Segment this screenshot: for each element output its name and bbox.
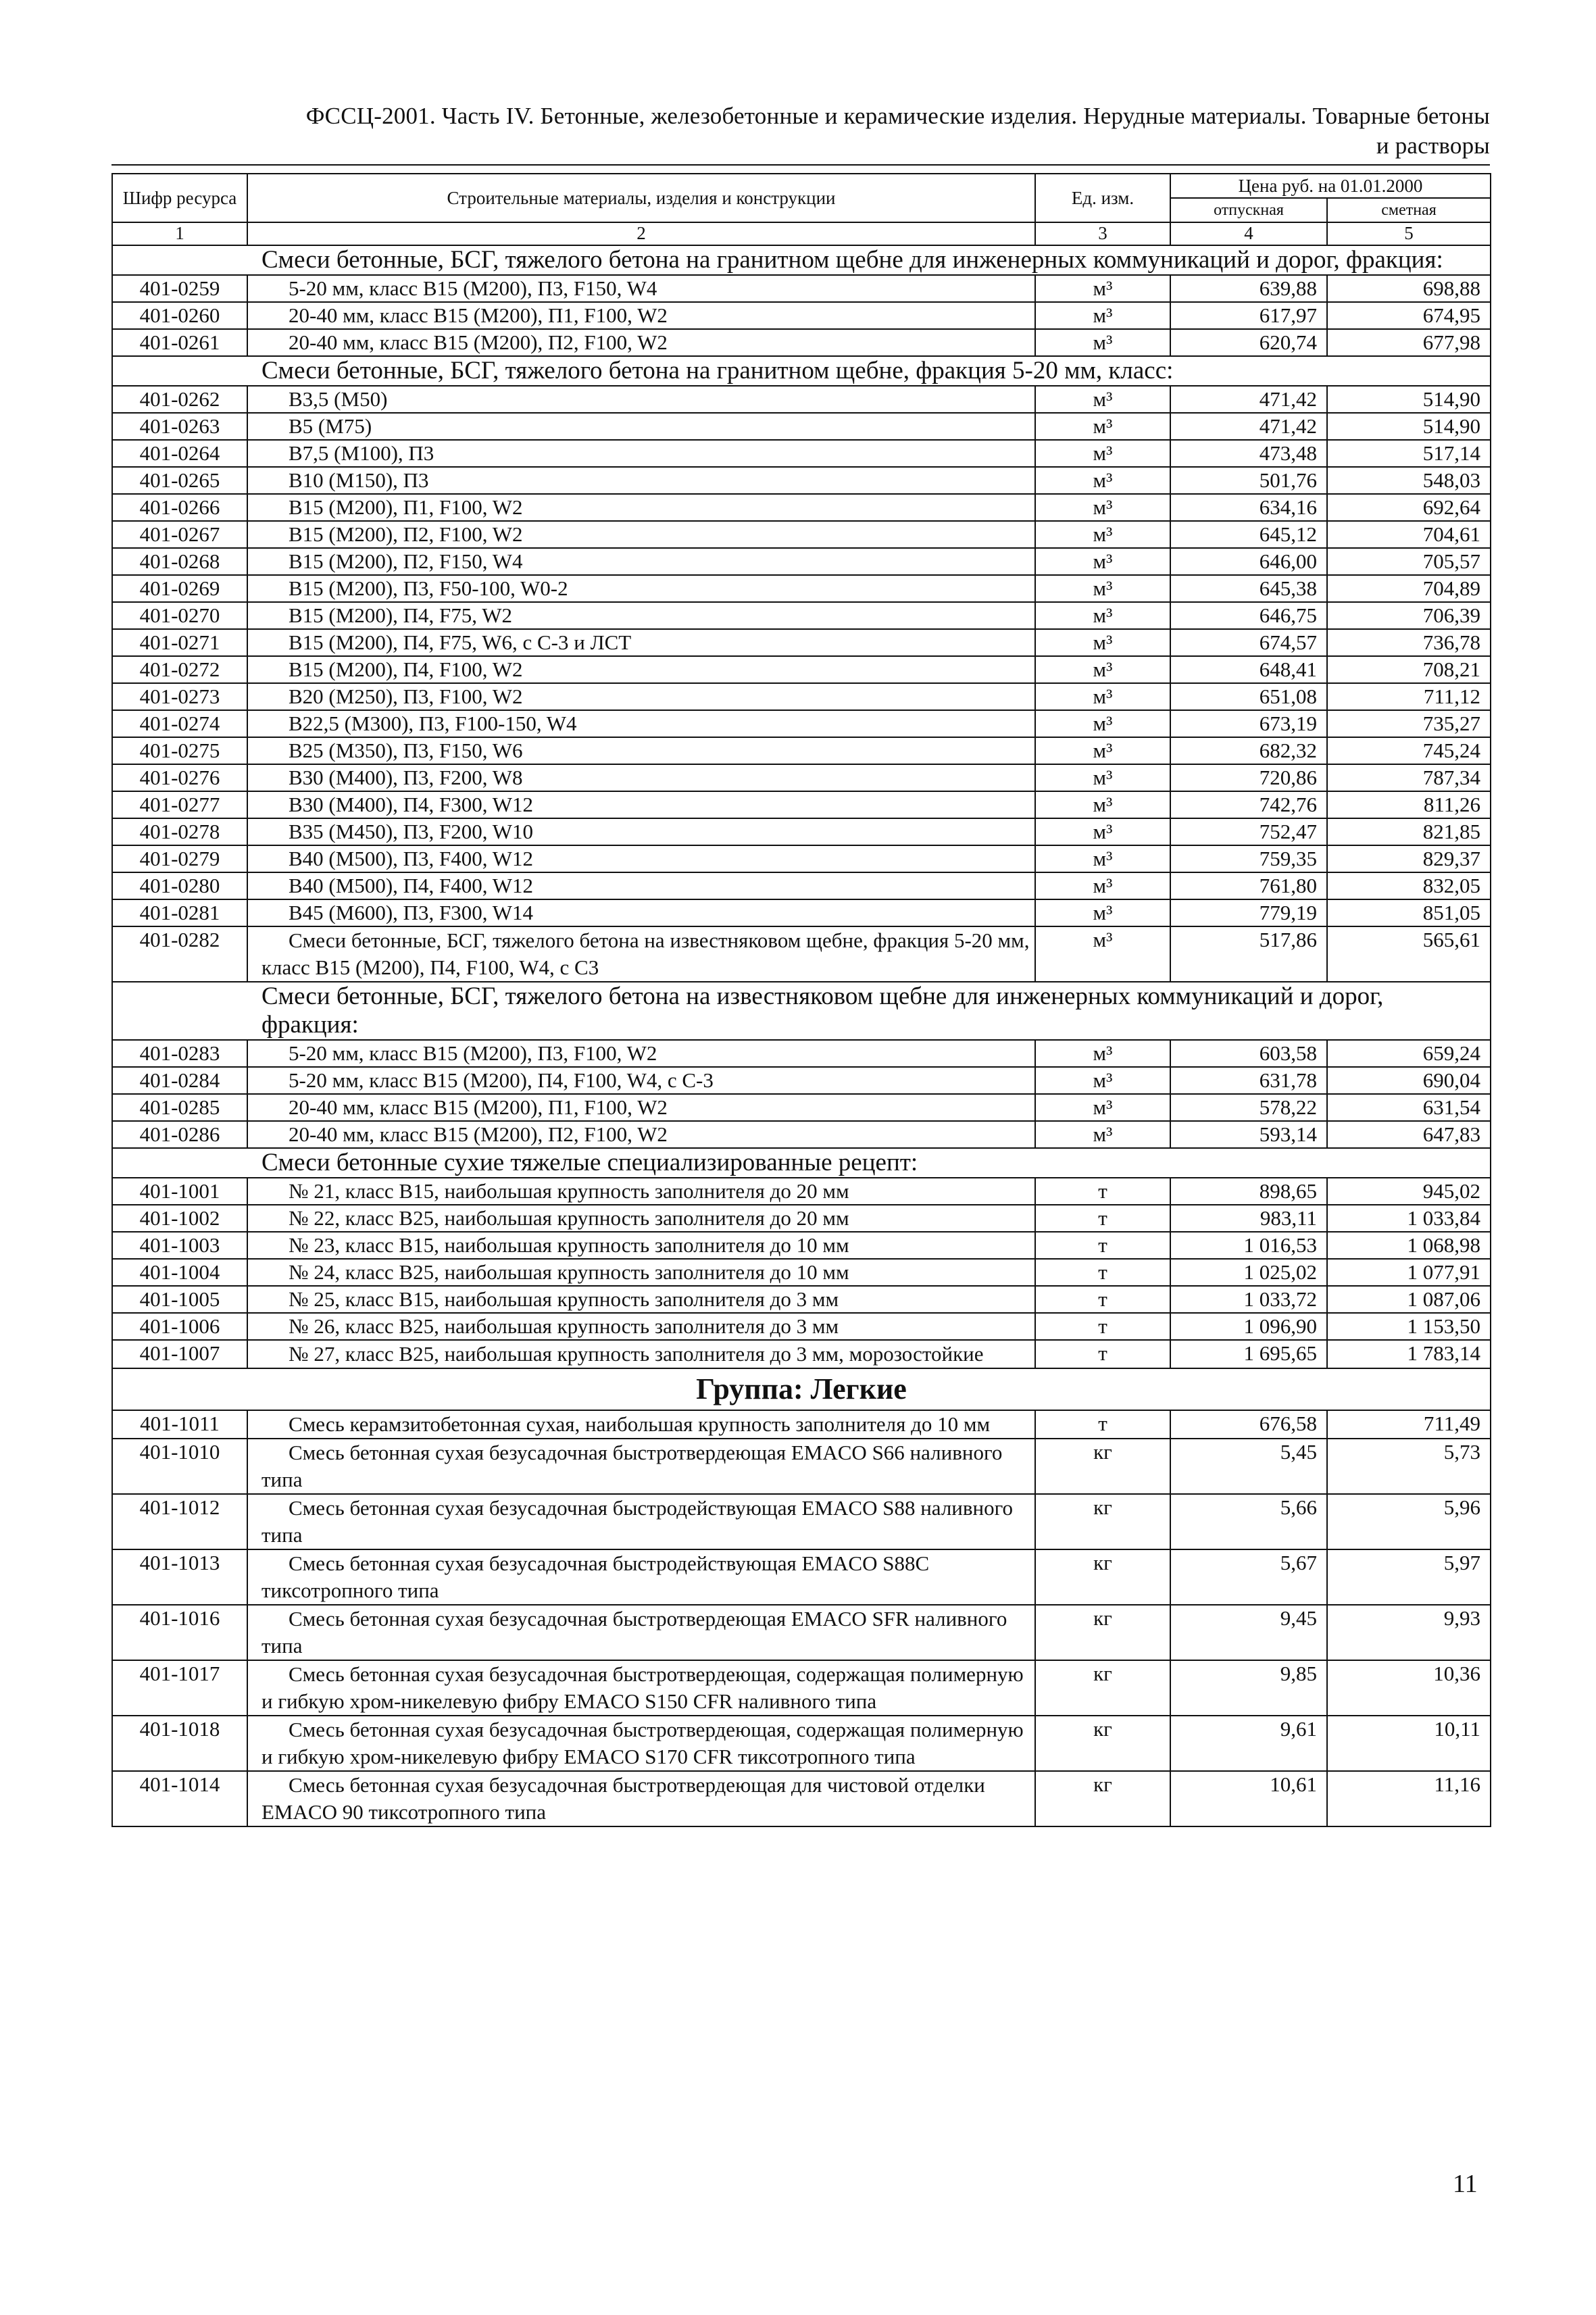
resource-code: 401-0274 [112, 710, 247, 737]
table-row [112, 629, 1491, 656]
table-row [112, 764, 1491, 791]
table-row [112, 1660, 1491, 1716]
release-price: 471,42 [1170, 386, 1327, 413]
table-row [112, 1259, 1491, 1286]
material-name: Смесь керамзитобетонная сухая, наибольшая крупность заполнителя до 10 мм [247, 1410, 1035, 1439]
release-price: 617,97 [1170, 302, 1327, 329]
unit-cell: м³ [1035, 440, 1170, 467]
col-number: 5 [1327, 222, 1491, 245]
page-header [111, 101, 1490, 161]
col-number: 2 [247, 222, 1035, 245]
unit-cell: м³ [1035, 386, 1170, 413]
material-name: В40 (М500), П4, F400, W12 [247, 872, 1035, 899]
release-price: 651,08 [1170, 683, 1327, 710]
resource-code: 401-1014 [112, 1771, 247, 1826]
section-heading: Смеси бетонные сухие тяжелые специализированные рецепт: [112, 1148, 1491, 1178]
estimate-price: 711,49 [1327, 1410, 1491, 1439]
release-price: 634,16 [1170, 494, 1327, 521]
estimate-price: 514,90 [1327, 386, 1491, 413]
section-heading-row [112, 356, 1491, 386]
release-price: 1 695,65 [1170, 1340, 1327, 1368]
estimate-price: 5,97 [1327, 1549, 1491, 1605]
estimate-price: 735,27 [1327, 710, 1491, 737]
section-heading-row [112, 982, 1491, 1040]
resource-code: 401-0262 [112, 386, 247, 413]
table-row [112, 275, 1491, 302]
table-row [112, 791, 1491, 818]
table-row [112, 329, 1491, 356]
unit-cell: м³ [1035, 926, 1170, 982]
resource-code: 401-1005 [112, 1286, 247, 1313]
estimate-price: 698,88 [1327, 275, 1491, 302]
table-row [112, 656, 1491, 683]
unit-cell: кг [1035, 1660, 1170, 1716]
resource-code: 401-0270 [112, 602, 247, 629]
unit-cell: м³ [1035, 764, 1170, 791]
material-name: В10 (М150), П3 [247, 467, 1035, 494]
material-name: В15 (М200), П1, F100, W2 [247, 494, 1035, 521]
table-row [112, 575, 1491, 602]
release-price: 752,47 [1170, 818, 1327, 845]
resource-code: 401-1006 [112, 1313, 247, 1340]
estimate-price: 1 087,06 [1327, 1286, 1491, 1313]
estimate-price: 829,37 [1327, 845, 1491, 872]
estimate-price: 851,05 [1327, 899, 1491, 926]
estimate-price: 647,83 [1327, 1121, 1491, 1148]
col-number: 1 [112, 222, 247, 245]
resource-code: 401-1017 [112, 1660, 247, 1716]
material-name: № 27, класс В25, наибольшая крупность заполнителя до 3 мм, морозостойкие [247, 1340, 1035, 1368]
estimate-price: 548,03 [1327, 467, 1491, 494]
table-row [112, 386, 1491, 413]
release-price: 639,88 [1170, 275, 1327, 302]
unit-cell: т [1035, 1232, 1170, 1259]
release-price: 10,61 [1170, 1771, 1327, 1826]
estimate-price: 10,11 [1327, 1716, 1491, 1771]
estimate-price: 745,24 [1327, 737, 1491, 764]
material-name: В5 (М75) [247, 413, 1035, 440]
table-row [112, 1313, 1491, 1340]
estimate-price: 704,89 [1327, 575, 1491, 602]
unit-cell: м³ [1035, 1121, 1170, 1148]
estimate-price: 11,16 [1327, 1771, 1491, 1826]
material-name: В15 (М200), П3, F50-100, W0-2 [247, 575, 1035, 602]
material-name: В40 (М500), П3, F400, W12 [247, 845, 1035, 872]
unit-cell: м³ [1035, 413, 1170, 440]
table-row [112, 1094, 1491, 1121]
material-name: В15 (М200), П2, F100, W2 [247, 521, 1035, 548]
release-price: 9,85 [1170, 1660, 1327, 1716]
resource-code: 401-1010 [112, 1439, 247, 1494]
unit-cell: м³ [1035, 1040, 1170, 1067]
release-price: 898,65 [1170, 1178, 1327, 1205]
release-price: 682,32 [1170, 737, 1327, 764]
material-name: 20-40 мм, класс В15 (М200), П1, F100, W2 [247, 302, 1035, 329]
unit-cell: м³ [1035, 494, 1170, 521]
material-name: 5-20 мм, класс В15 (М200), П4, F100, W4, с С-3 [247, 1067, 1035, 1094]
release-price: 761,80 [1170, 872, 1327, 899]
material-name: В15 (М200), П2, F150, W4 [247, 548, 1035, 575]
group-heading: Группа: Легкие [112, 1368, 1491, 1410]
table-row [112, 494, 1491, 521]
release-price: 1 033,72 [1170, 1286, 1327, 1313]
material-name: № 24, класс В25, наибольшая крупность заполнителя до 10 мм [247, 1259, 1035, 1286]
release-price: 9,61 [1170, 1716, 1327, 1771]
page-number: 11 [1453, 2170, 1478, 2198]
release-price: 1 016,53 [1170, 1232, 1327, 1259]
resource-code: 401-1007 [112, 1340, 247, 1368]
unit-cell: м³ [1035, 521, 1170, 548]
unit-cell: м³ [1035, 275, 1170, 302]
col-header-estimate: сметная [1327, 198, 1491, 222]
material-name: № 23, класс В15, наибольшая крупность заполнителя до 10 мм [247, 1232, 1035, 1259]
resource-code: 401-0281 [112, 899, 247, 926]
material-name: Смесь бетонная сухая безусадочная быстротвердеющая EMACO SFR наливного типа [247, 1605, 1035, 1660]
release-price: 471,42 [1170, 413, 1327, 440]
section-heading-row [112, 245, 1491, 275]
release-price: 674,57 [1170, 629, 1327, 656]
material-name: 20-40 мм, класс В15 (М200), П2, F100, W2 [247, 329, 1035, 356]
unit-cell: м³ [1035, 791, 1170, 818]
estimate-price: 690,04 [1327, 1067, 1491, 1094]
unit-cell: кг [1035, 1494, 1170, 1549]
estimate-price: 1 077,91 [1327, 1259, 1491, 1286]
release-price: 5,67 [1170, 1549, 1327, 1605]
release-price: 1 096,90 [1170, 1313, 1327, 1340]
resource-code: 401-0277 [112, 791, 247, 818]
resource-code: 401-0284 [112, 1067, 247, 1094]
material-name: 20-40 мм, класс В15 (М200), П2, F100, W2 [247, 1121, 1035, 1148]
estimate-price: 565,61 [1327, 926, 1491, 982]
resource-code: 401-0272 [112, 656, 247, 683]
estimate-price: 5,96 [1327, 1494, 1491, 1549]
material-name: Смесь бетонная сухая безусадочная быстротвердеющая, содержащая полимерную и гибкую хром-никелевую фибру EMACO S150 CFR наливного типа [247, 1660, 1035, 1716]
release-price: 645,12 [1170, 521, 1327, 548]
table-row [112, 602, 1491, 629]
resource-code: 401-0261 [112, 329, 247, 356]
release-price: 9,45 [1170, 1605, 1327, 1660]
material-name: 5-20 мм, класс В15 (М200), П3, F100, W2 [247, 1040, 1035, 1067]
table-row [112, 521, 1491, 548]
estimate-price: 10,36 [1327, 1660, 1491, 1716]
material-name: № 22, класс В25, наибольшая крупность заполнителя до 20 мм [247, 1205, 1035, 1232]
material-name: № 25, класс В15, наибольшая крупность заполнителя до 3 мм [247, 1286, 1035, 1313]
material-name: Смесь бетонная сухая безусадочная быстротвердеющая EMACO S66 наливного типа [247, 1439, 1035, 1494]
estimate-price: 631,54 [1327, 1094, 1491, 1121]
release-price: 631,78 [1170, 1067, 1327, 1094]
estimate-price: 5,73 [1327, 1439, 1491, 1494]
unit-cell: м³ [1035, 899, 1170, 926]
table-row [112, 548, 1491, 575]
table-row [112, 737, 1491, 764]
resource-code: 401-1002 [112, 1205, 247, 1232]
estimate-price: 811,26 [1327, 791, 1491, 818]
release-price: 603,58 [1170, 1040, 1327, 1067]
material-name: В35 (М450), П3, F200, W10 [247, 818, 1035, 845]
resource-code: 401-0263 [112, 413, 247, 440]
material-name: В15 (М200), П4, F75, W6, с С-3 и ЛСТ [247, 629, 1035, 656]
release-price: 1 025,02 [1170, 1259, 1327, 1286]
unit-cell: кг [1035, 1549, 1170, 1605]
table-row [112, 710, 1491, 737]
table-row [112, 683, 1491, 710]
estimate-price: 1 783,14 [1327, 1340, 1491, 1368]
table-row [112, 440, 1491, 467]
table-row [112, 413, 1491, 440]
col-header-unit: Ед. изм. [1035, 174, 1170, 222]
release-price: 676,58 [1170, 1410, 1327, 1439]
resource-code: 401-1011 [112, 1410, 247, 1439]
table-row [112, 1286, 1491, 1313]
table-row [112, 845, 1491, 872]
release-price: 578,22 [1170, 1094, 1327, 1121]
estimate-price: 1 153,50 [1327, 1313, 1491, 1340]
table-row [112, 1178, 1491, 1205]
col-number: 3 [1035, 222, 1170, 245]
unit-cell: т [1035, 1259, 1170, 1286]
resource-code: 401-0280 [112, 872, 247, 899]
resource-code: 401-1003 [112, 1232, 247, 1259]
unit-cell: м³ [1035, 629, 1170, 656]
table-row [112, 1067, 1491, 1094]
resource-code: 401-1016 [112, 1605, 247, 1660]
col-header-name: Строительные материалы, изделия и конструкции [247, 174, 1035, 222]
material-name: В45 (М600), П3, F300, W14 [247, 899, 1035, 926]
material-name: Смесь бетонная сухая безусадочная быстротвердеющая для чистовой отделки EMACO 90 тиксотропного типа [247, 1771, 1035, 1826]
resource-code: 401-0269 [112, 575, 247, 602]
resource-code: 401-0282 [112, 926, 247, 982]
release-price: 983,11 [1170, 1205, 1327, 1232]
section-heading: Смеси бетонные, БСГ, тяжелого бетона на гранитном щебне для инженерных коммуникаций и дорог, фракция: [112, 245, 1491, 275]
resource-code: 401-0278 [112, 818, 247, 845]
material-name: В15 (М200), П4, F75, W2 [247, 602, 1035, 629]
material-name: В7,5 (М100), П3 [247, 440, 1035, 467]
material-name: В30 (М400), П4, F300, W12 [247, 791, 1035, 818]
release-price: 517,86 [1170, 926, 1327, 982]
table-row [112, 1232, 1491, 1259]
estimate-price: 659,24 [1327, 1040, 1491, 1067]
header-title-line2: и растворы [1376, 132, 1490, 159]
unit-cell: м³ [1035, 1094, 1170, 1121]
section-heading: Смеси бетонные, БСГ, тяжелого бетона на гранитном щебне, фракция 5-20 мм, класс: [112, 356, 1491, 386]
release-price: 5,66 [1170, 1494, 1327, 1549]
resource-code: 401-1018 [112, 1716, 247, 1771]
release-price: 742,76 [1170, 791, 1327, 818]
release-price: 759,35 [1170, 845, 1327, 872]
estimate-price: 1 033,84 [1327, 1205, 1491, 1232]
resource-code: 401-0275 [112, 737, 247, 764]
unit-cell: кг [1035, 1605, 1170, 1660]
unit-cell: м³ [1035, 329, 1170, 356]
table-body [112, 245, 1491, 1826]
table-row [112, 872, 1491, 899]
release-price: 673,19 [1170, 710, 1327, 737]
estimate-price: 704,61 [1327, 521, 1491, 548]
unit-cell: м³ [1035, 467, 1170, 494]
release-price: 501,76 [1170, 467, 1327, 494]
estimate-price: 706,39 [1327, 602, 1491, 629]
table-row [112, 1340, 1491, 1368]
col-header-release: отпускная [1170, 198, 1327, 222]
unit-cell: м³ [1035, 575, 1170, 602]
unit-cell: кг [1035, 1439, 1170, 1494]
material-name: В30 (М400), П3, F200, W8 [247, 764, 1035, 791]
resource-code: 401-0285 [112, 1094, 247, 1121]
table-row [112, 899, 1491, 926]
table-row [112, 1549, 1491, 1605]
header-title-line1: ФССЦ-2001. Часть IV. Бетонные, железобетонные и керамические изделия. Нерудные материалы. Товарные бетоны [305, 103, 1490, 129]
release-price: 779,19 [1170, 899, 1327, 926]
resource-code: 401-0267 [112, 521, 247, 548]
unit-cell: т [1035, 1340, 1170, 1368]
material-name: В25 (М350), П3, F150, W6 [247, 737, 1035, 764]
column-number-row [112, 222, 1491, 245]
price-table [111, 173, 1491, 1827]
table-row [112, 1439, 1491, 1494]
unit-cell: м³ [1035, 548, 1170, 575]
release-price: 720,86 [1170, 764, 1327, 791]
release-price: 648,41 [1170, 656, 1327, 683]
estimate-price: 736,78 [1327, 629, 1491, 656]
unit-cell: м³ [1035, 1067, 1170, 1094]
estimate-price: 9,93 [1327, 1605, 1491, 1660]
material-name: № 21, класс В15, наибольшая крупность заполнителя до 20 мм [247, 1178, 1035, 1205]
resource-code: 401-0283 [112, 1040, 247, 1067]
unit-cell: м³ [1035, 872, 1170, 899]
unit-cell: м³ [1035, 656, 1170, 683]
unit-cell: м³ [1035, 737, 1170, 764]
estimate-price: 711,12 [1327, 683, 1491, 710]
material-name: Смесь бетонная сухая безусадочная быстротвердеющая, содержащая полимерную и гибкую хром-никелевую фибру EMACO S170 CFR тиксотропного типа [247, 1716, 1035, 1771]
resource-code: 401-1012 [112, 1494, 247, 1549]
unit-cell: т [1035, 1178, 1170, 1205]
estimate-price: 821,85 [1327, 818, 1491, 845]
unit-cell: м³ [1035, 602, 1170, 629]
table-row [112, 302, 1491, 329]
resource-code: 401-0276 [112, 764, 247, 791]
table-row [112, 1771, 1491, 1826]
unit-cell: кг [1035, 1771, 1170, 1826]
resource-code: 401-0286 [112, 1121, 247, 1148]
resource-code: 401-0271 [112, 629, 247, 656]
release-price: 593,14 [1170, 1121, 1327, 1148]
release-price: 646,00 [1170, 548, 1327, 575]
material-name: Смесь бетонная сухая безусадочная быстродействующая EMACO S88 наливного типа [247, 1494, 1035, 1549]
table-row [112, 1716, 1491, 1771]
resource-code: 401-0273 [112, 683, 247, 710]
estimate-price: 514,90 [1327, 413, 1491, 440]
estimate-price: 787,34 [1327, 764, 1491, 791]
col-header-code: Шифр ресурса [112, 174, 247, 222]
resource-code: 401-1013 [112, 1549, 247, 1605]
resource-code: 401-1004 [112, 1259, 247, 1286]
unit-cell: м³ [1035, 845, 1170, 872]
release-price: 5,45 [1170, 1439, 1327, 1494]
material-name: Смесь бетонная сухая безусадочная быстродействующая EMACO S88C тиксотропного типа [247, 1549, 1035, 1605]
unit-cell: т [1035, 1205, 1170, 1232]
table-row [112, 1494, 1491, 1549]
unit-cell: м³ [1035, 710, 1170, 737]
estimate-price: 708,21 [1327, 656, 1491, 683]
table-row [112, 818, 1491, 845]
unit-cell: м³ [1035, 818, 1170, 845]
material-name: В15 (М200), П4, F100, W2 [247, 656, 1035, 683]
estimate-price: 832,05 [1327, 872, 1491, 899]
resource-code: 401-0264 [112, 440, 247, 467]
material-name: В3,5 (М50) [247, 386, 1035, 413]
material-name: Смеси бетонные, БСГ, тяжелого бетона на известняковом щебне, фракция 5-20 мм, класс В15 (М200), П4, F100, W4, с С3 [247, 926, 1035, 982]
table-row [112, 1605, 1491, 1660]
table-header [112, 174, 1491, 245]
header-rule [111, 164, 1490, 166]
unit-cell: т [1035, 1286, 1170, 1313]
resource-code: 401-0259 [112, 275, 247, 302]
estimate-price: 677,98 [1327, 329, 1491, 356]
unit-cell: т [1035, 1410, 1170, 1439]
estimate-price: 674,95 [1327, 302, 1491, 329]
table-row [112, 1410, 1491, 1439]
unit-cell: м³ [1035, 683, 1170, 710]
table-row [112, 926, 1491, 982]
material-name: В20 (М250), П3, F100, W2 [247, 683, 1035, 710]
estimate-price: 517,14 [1327, 440, 1491, 467]
estimate-price: 692,64 [1327, 494, 1491, 521]
resource-code: 401-0268 [112, 548, 247, 575]
col-header-price: Цена руб. на 01.01.2000 [1170, 174, 1491, 198]
table-row [112, 1205, 1491, 1232]
unit-cell: т [1035, 1313, 1170, 1340]
resource-code: 401-0260 [112, 302, 247, 329]
material-name: 20-40 мм, класс В15 (М200), П1, F100, W2 [247, 1094, 1035, 1121]
resource-code: 401-0265 [112, 467, 247, 494]
resource-code: 401-1001 [112, 1178, 247, 1205]
release-price: 646,75 [1170, 602, 1327, 629]
section-heading: Смеси бетонные, БСГ, тяжелого бетона на известняковом щебне для инженерных коммуникаций и дорог, фракция: [112, 982, 1491, 1040]
release-price: 645,38 [1170, 575, 1327, 602]
table-row [112, 467, 1491, 494]
unit-cell: м³ [1035, 302, 1170, 329]
estimate-price: 945,02 [1327, 1178, 1491, 1205]
release-price: 620,74 [1170, 329, 1327, 356]
unit-cell: кг [1035, 1716, 1170, 1771]
material-name: 5-20 мм, класс В15 (М200), П3, F150, W4 [247, 275, 1035, 302]
group-heading-row [112, 1368, 1491, 1410]
release-price: 473,48 [1170, 440, 1327, 467]
estimate-price: 705,57 [1327, 548, 1491, 575]
table-row [112, 1121, 1491, 1148]
table-row [112, 1040, 1491, 1067]
resource-code: 401-0279 [112, 845, 247, 872]
material-name: В22,5 (М300), П3, F100-150, W4 [247, 710, 1035, 737]
resource-code: 401-0266 [112, 494, 247, 521]
estimate-price: 1 068,98 [1327, 1232, 1491, 1259]
section-heading-row [112, 1148, 1491, 1178]
material-name: № 26, класс В25, наибольшая крупность заполнителя до 3 мм [247, 1313, 1035, 1340]
col-number: 4 [1170, 222, 1327, 245]
